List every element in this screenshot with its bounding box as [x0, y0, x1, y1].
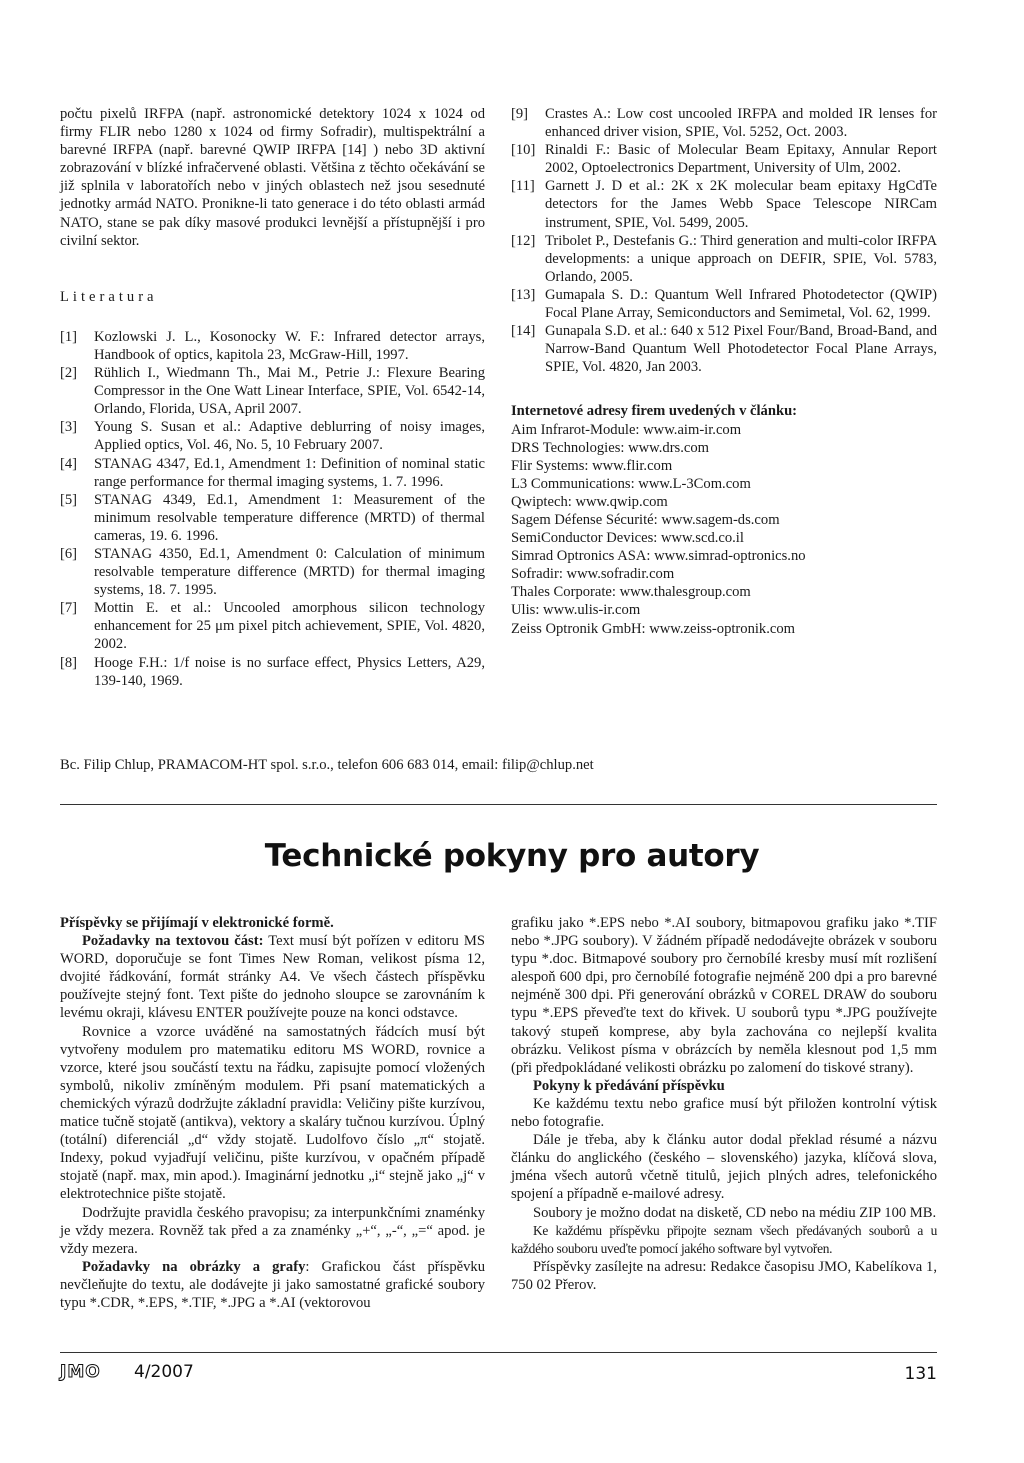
reference-item [60, 328, 485, 364]
reference-text: Hooge F.H.: 1/f noise is no surface effect, Physics Letters, A29, 139-140, 1969. [94, 654, 485, 689]
reference-text: Crastes A.: Low cost uncooled IRFPA and molded IR lenses for enhanced driver vision, SPIE, Vol. 5252, Oct. 2003. [545, 106, 937, 141]
instructions-left-column [60, 914, 485, 1312]
web-address-item: L3 Communications: www.L-3Com.com [511, 475, 751, 492]
web-address-item: Simrad Optronics ASA: www.simrad-optronics.no [511, 548, 806, 565]
section-title: Technické pokyny pro autory [264, 838, 760, 874]
reference-number: [4] [60, 455, 78, 472]
reference-number: [10] [511, 142, 536, 159]
page-number: 131 [904, 1364, 937, 1384]
text-requirements-body: Text musí být pořízen v editoru MS WORD, doporučuje se font Times New Roman, velikost písma 12, dvojité řádkování, formát stránky A4. Ve všech částech příspěvku používejte stejný font. Text pište do jednoho sloupce se zarovnáním k levému okraji, klávesu ENTER používejte pouze na konci odstavce. [60, 933, 485, 1022]
web-address-item: Aim Infrarot-Module: www.aim-ir.com [511, 421, 742, 438]
web-addresses-heading: Internetové adresy firem uvedených v článku: [511, 403, 798, 420]
web-address-item: Thales Corporate: www.thalesgroup.com [511, 584, 751, 601]
reference-number: [3] [60, 419, 78, 436]
reference-item [60, 654, 485, 690]
reference-list-left [60, 328, 485, 690]
footer-divider [60, 1352, 937, 1353]
submission-paragraph-5: Příspěvky zasílejte na adresu: Redakce časopisu JMO, Kabelíkova 1, 750 02 Přerov. [511, 1258, 937, 1293]
web-address-list [511, 421, 937, 638]
reference-number: [12] [511, 232, 536, 249]
reference-text: STANAG 4349, Ed.1, Amendment 1: Measurement of the minimum resolvable temperature difference (MRTD) of thermal cameras, 19. 6. 1996. [94, 491, 485, 544]
submission-paragraph-4: Ke každému příspěvku připojte seznam všech předávaných souborů a u každého souboru uveďte pomocí jakého software byl vytvořen. [511, 1222, 937, 1256]
reference-text: STANAG 4347, Ed.1, Amendment 1: Definition of nominal static range performance for thermal imaging systems, 1. 7. 1996. [94, 455, 485, 490]
spelling-paragraph: Dodržujte pravidla českého pravopisu; za interpunkčními znaménky je vždy mezera. Rovněž tak před a za znaménky „+“, „-“, „=“ apod. je vždy mezera. [60, 1204, 485, 1257]
top-left-column [60, 105, 485, 690]
web-address-item: DRS Technologies: www.drs.com [511, 439, 710, 456]
reference-item [511, 105, 937, 141]
reference-number: [8] [60, 654, 78, 671]
reference-text: Kozlowski J. L., Kosonocky W. F.: Infrared detector arrays, Handbook of optics, kapitola 23, McGraw-Hill, 1997. [94, 328, 485, 363]
instructions-intro: Příspěvky se přijímají v elektronické formě. [60, 915, 334, 931]
images-requirements-label: Požadavky na obrázky a grafy [82, 1258, 306, 1275]
reference-text: Young S. Susan et al.: Adaptive deblurring of noisy images, Applied optics, Vol. 46, No. 5, 10 February 2007. [94, 419, 485, 454]
reference-text: Rühlich I., Wiedmann Th., Mai M., Petrie J.: Flexure Bearing Compressor in the One Watt Linear Interface, SPIE, Vol. 6542-14, Orlando, Florida, USA, April 2007. [94, 365, 485, 418]
reference-text: Gumapala S. D.: Quantum Well Infrared Photodetector (QWIP) Focal Plane Array, Semiconductors and Semimetal, Vol. 62, 1999. [545, 286, 937, 322]
web-address-item: Qwiptech: www.qwip.com [511, 493, 668, 510]
reference-item [511, 286, 937, 322]
formulas-paragraph: Rovnice a vzorce uváděné na samostatných řádcích musí být vytvořeny modulem pro matematiku editoru MS WORD, rovnice a vzorce, které jsou součástí textu na řádku, zapisujte pomocí vložených symbolů, nikoliv zmíněným modulem. Při psaní matematických a chemických výrazů dodržujte základní pravidla: Veličiny pište kurzívou, matice tučně stojatě (antikva), vektory a skaláry tučnou kurzívou. Úplný (totální) diferenciál „d“ vždy stojatě. Ludolfovo číslo „π“ stojatě. Indexy, pokud vyjadřují veličinu, pište kurzívou, v opačném případě stojatě (např. max, min apod.). Imaginární jednotku „i“ stejně jako „j“ v elektrotechnice pište stojatě. [60, 1023, 485, 1203]
reference-item [60, 491, 485, 545]
reference-item [511, 322, 937, 376]
text-requirements-label: Požadavky na textovou část: [82, 933, 264, 950]
reference-text: STANAG 4350, Ed.1, Amendment 0: Calculation of minimum resolvable temperature difference (MRTD) for thermal imaging systems, 18. 7. 1995. [94, 545, 485, 599]
images-continuation: grafiku jako *.EPS nebo *.AI soubory, bitmapovou grafiku jako *.TIF nebo *.JPG soubory). V žádném případě nedodávejte obrázek v souboru typu *.doc. Bitmapové soubory pro černobílé kresby musí mít rozlišení alespoň 600 dpi, pro černobílé fotografie nejméně 200 dpi a pro barevné nejméně 300 dpi. Při generování obrázků v COREL DRAW do souboru typu *.EPS převeďte text do křivek. U souborů typu *.JPG používejte takový stupeň komprese, aby byla zachována co nejlepší kvalita obrázku. Velikost písma v obrázcích by neměla klesnout pod 1,5 mm (při předpokládané velikosti obrázku po zalomení do tiskové strany). [511, 915, 937, 1076]
reference-number: [14] [511, 323, 536, 340]
reference-number: [9] [511, 106, 529, 122]
reference-number: [11] [511, 178, 535, 195]
web-address-item: Sofradir: www.sofradir.com [511, 566, 675, 583]
reference-text: Gunapala S.D. et al.: 640 x 512 Pixel Four/Band, Broad-Band, and Narrow-Band Quantum Well Photodetector Focal Plane Arrays, SPIE, Vol. 4820, Jan 2003. [545, 323, 937, 376]
text-requirements-paragraph [60, 932, 485, 1022]
reference-item [511, 232, 937, 286]
section-divider [60, 804, 937, 805]
journal-logo: JMO [60, 1362, 101, 1382]
top-right-column [511, 105, 937, 638]
reference-text: Garnett J. D et al.: 2K x 2K molecular beam epitaxy HgCdTe detectors for the James Webb Space Telescope NIRCam instrument, SPIE, Vol. 5499, 2005. [545, 178, 937, 231]
reference-item [60, 418, 485, 454]
continuation-paragraph: počtu pixelů IRFPA (např. astronomické detektory 1024 x 1024 od firmy FLIR nebo 1280 x 1024 od firmy Sofradir), multispektrální a barevné IRFPA (např. barevné QWIP IRFPA [14] ) nebo 3D aktivní zobrazování v blízké infračervené oblasti. Většina z těchto očekávání se již splnila v laboratořích nebo v jiných oblastech než jsou sesednuté jednotky armád NATO. Pronikne-li tato generace i do této oblasti armád NATO, stane se pak díky masové produkci levnější a přístupnější i pro civilní sektor. [60, 106, 485, 249]
web-address-item: Sagem Défense Sécurité: www.sagem-ds.com [511, 511, 780, 528]
page-footer [60, 1360, 937, 1386]
reference-number: [6] [60, 545, 78, 562]
web-address-item: Zeiss Optronik GmbH: www.zeiss-optronik.com [511, 620, 796, 637]
reference-number: [5] [60, 491, 78, 508]
reference-item [60, 545, 485, 599]
web-address-item: SemiConductor Devices: www.scd.co.il [511, 530, 744, 547]
web-address-item: Flir Systems: www.flir.com [511, 457, 673, 474]
reference-list-right [511, 105, 937, 376]
literature-heading: Literatura [60, 288, 158, 305]
submission-paragraph-1: Ke každému textu nebo grafice musí být přiložen kontrolní výtisk nebo fotografie. [511, 1095, 937, 1131]
reference-number: [7] [60, 600, 78, 617]
reference-item [60, 364, 485, 418]
reference-item [60, 455, 485, 491]
instructions-right-column [511, 914, 937, 1294]
reference-text: Tribolet P., Destefanis G.: Third generation and multi-color IRFPA developments: a unique approach on DEFIR, SPIE, Vol. 5783, Orlando, 2005. [545, 232, 937, 285]
reference-item [511, 177, 937, 231]
issue-number: 4/2007 [134, 1362, 194, 1382]
web-address-item: Ulis: www.ulis-ir.com [511, 602, 641, 619]
submission-paragraph-3: Soubory je možno dodat na disketě, CD nebo na médiu ZIP 100 MB. [533, 1204, 937, 1221]
submission-heading: Pokyny k předávání příspěvku [533, 1077, 725, 1094]
reference-number: [13] [511, 286, 536, 303]
reference-text: Mottin E. et al.: Uncooled amorphous silicon technology enhancement for 25 μm pixel pitch achievement, SPIE, Vol. 4820, 2002. [94, 600, 485, 653]
reference-number: [2] [60, 365, 78, 382]
images-requirements-body: : Grafickou část příspěvku nevčleňujte do textu, ale dodávejte ji jako samostatné grafické soubory typu *.CDR, *.EPS, *.TIF, *.JPG a *.AI (vektorovou [60, 1258, 486, 1311]
reference-item [511, 141, 937, 177]
images-requirements-paragraph [60, 1258, 485, 1312]
reference-text: Rinaldi F.: Basic of Molecular Beam Epitaxy, Annular Report 2002, Optoelectronics Department, University of Ulm, 2002. [545, 142, 937, 177]
reference-number: [1] [60, 328, 78, 345]
submission-paragraph-2: Dále je třeba, aby k článku autor dodal překlad résumé a názvu článku do anglického (českého – slovenského) jazyka, klíčová slova, jména všech autorů včetně titulů, jejich plných adres, telefonického spojení a případně e-mailové adresy. [511, 1132, 937, 1203]
reference-item [60, 599, 485, 653]
author-line: Bc. Filip Chlup, PRAMACOM-HT spol. s.r.o., telefon 606 683 014, email: filip@chlup.net [60, 757, 594, 773]
